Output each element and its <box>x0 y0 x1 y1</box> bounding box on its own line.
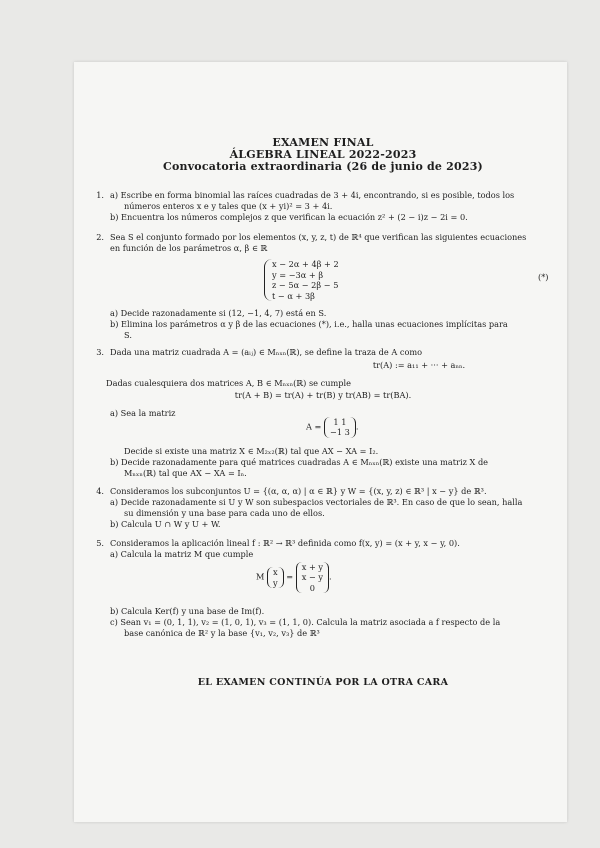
q2-eq-4: t − α + 3β <box>272 290 315 301</box>
q5-output-vector <box>296 562 329 593</box>
q2-equation-system <box>264 259 339 301</box>
q4-intro <box>88 486 487 497</box>
q5-part-c: c) Sean v₁ = (0, 1, 1), v₂ = (1, 0, 1), v₃ = (1, 1, 0). Calcula la matriz asociada a f respecto de la <box>110 617 501 627</box>
q3-matrix-body <box>324 417 356 438</box>
q2-intro-text: Sea S el conjunto formado por los elementos (x, y, z, t) de ℝ⁴ que verifican las siguientes ecuaciones <box>110 232 527 242</box>
q3-part-a: a) Sea la matriz <box>110 408 176 418</box>
q5-input-vector <box>267 567 284 588</box>
q3-intro-text: Dada una matriz cuadrada A = (aᵢⱼ) ∈ Mₙₓₙ(ℝ), se define la traza de A como <box>110 347 423 357</box>
q3-number: 3. <box>96 347 104 357</box>
q3-part-a-cont: Decide si existe una matriz X ∈ M₂ₓ₂(ℝ) tal que AX − XA = I₂. <box>124 446 379 456</box>
q1-number: 1. <box>96 190 104 200</box>
q5-res-2: x − y <box>301 572 324 583</box>
q4-part-a: a) Decide razonadamente si U y W son subespacios vectoriales de ℝ³. En caso de que lo sean, halla <box>110 497 523 507</box>
q5-vec-x: x <box>273 567 278 578</box>
q5-matrix-m: M <box>256 571 265 582</box>
q2-intro <box>88 232 526 243</box>
q2-number: 2. <box>96 232 104 242</box>
q1-a-text: a) Escribe en forma binomial las raíces cuadradas de 3 + 4i, encontrando, si es posible, todos los <box>110 190 515 200</box>
q5-intro-text: Consideramos la aplicación lineal f : ℝ² → ℝ³ definida como f(x, y) = (x + y, x − y, 0). <box>110 538 460 548</box>
q1-part-b: b) Encuentra los números complejos z que verifican la ecuación z² + (2 − i)z − 2i = 0. <box>110 212 468 222</box>
q1-part-a <box>88 190 514 201</box>
q1-part-a-cont: números enteros x e y tales que (x + yi)² = 3 + 4i. <box>124 201 333 211</box>
q5-res-1: x + y <box>301 562 324 572</box>
q5-matrix-equation <box>256 562 332 593</box>
q2-system-label: (*) <box>538 272 549 282</box>
q5-part-b: b) Calcula Ker(f) y una base de Im(f). <box>110 606 265 616</box>
continue-notice: EL EXAMEN CONTINÚA POR LA OTRA CARA <box>197 677 449 688</box>
q4-intro-text: Consideramos los subconjuntos U = {(α, α, α) | α ∈ ℝ} y W = {(x, y, z) ∈ ℝ³ | x − y} de ℝ³. <box>110 486 487 496</box>
q3-given: Dadas cualesquiera dos matrices A, B ∈ Mₙₓₙ(ℝ) se cumple <box>106 378 351 388</box>
q3-matrix-a <box>306 417 359 438</box>
q2-eq-1: x − 2α + 4β + 2 <box>272 259 339 269</box>
q2-eq-2: y = −3α + β <box>272 269 324 280</box>
q2-part-b: b) Elimina los parámetros α y β de las ecuaciones (*), i.e., halla unas ecuaciones implícitas para <box>110 319 508 329</box>
q5-matrix-end: . <box>329 571 332 582</box>
q4-part-a-cont: su dimensión y una base para cada uno de ellos. <box>124 508 325 518</box>
q3-matrix-row-2: −1 3 <box>330 427 350 438</box>
q4-part-b: b) Calcula U ∩ W y U + W. <box>110 519 221 529</box>
q3-trace-properties: tr(A + B) = tr(A) + tr(B) y tr(AB) = tr(BA). <box>234 390 412 400</box>
exam-call: Convocatoria extraordinaria (26 de junio de 2023) <box>163 160 483 173</box>
q3-part-b: b) Decide razonadamente para qué matrices cuadradas A ∈ Mₙₓₙ(ℝ) existe una matriz X de <box>110 457 489 467</box>
q5-number: 5. <box>96 538 104 548</box>
q2-intro-cont: en función de los parámetros α, β ∈ ℝ <box>110 243 268 253</box>
q5-equals: = <box>286 571 294 582</box>
exam-sheet <box>74 62 567 822</box>
exam-subject: ÁLGEBRA LINEAL 2022-2023 <box>229 148 417 161</box>
q3-matrix-lhs: A = <box>306 421 322 432</box>
q3-trace-definition: tr(A) := a₁₁ + ··· + aₙₙ. <box>372 360 466 370</box>
q2-part-b-cont: S. <box>124 330 132 340</box>
q5-intro <box>88 538 460 549</box>
q3-intro <box>88 347 422 358</box>
q5-vec-y: y <box>273 577 278 588</box>
q5-part-c-cont: base canónica de ℝ² y la base {v₁, v₂, v₃} de ℝ³ <box>124 628 320 638</box>
q4-number: 4. <box>96 486 104 496</box>
q2-part-a: a) Decide razonadamente si (12, −1, 4, 7) está en S. <box>110 308 327 318</box>
q2-eq-3: z − 5α − 2β − 5 <box>272 280 339 291</box>
q3-part-b-cont: Mₙₓₙ(ℝ) tal que AX − XA = Iₙ. <box>124 468 247 478</box>
q5-res-3: 0 <box>309 582 315 593</box>
q3-matrix-row-1: 1 1 <box>333 417 347 427</box>
exam-title: EXAMEN FINAL <box>272 136 374 149</box>
q5-part-a: a) Calcula la matriz M que cumple <box>110 549 254 559</box>
q3-matrix-end: . <box>355 421 359 432</box>
